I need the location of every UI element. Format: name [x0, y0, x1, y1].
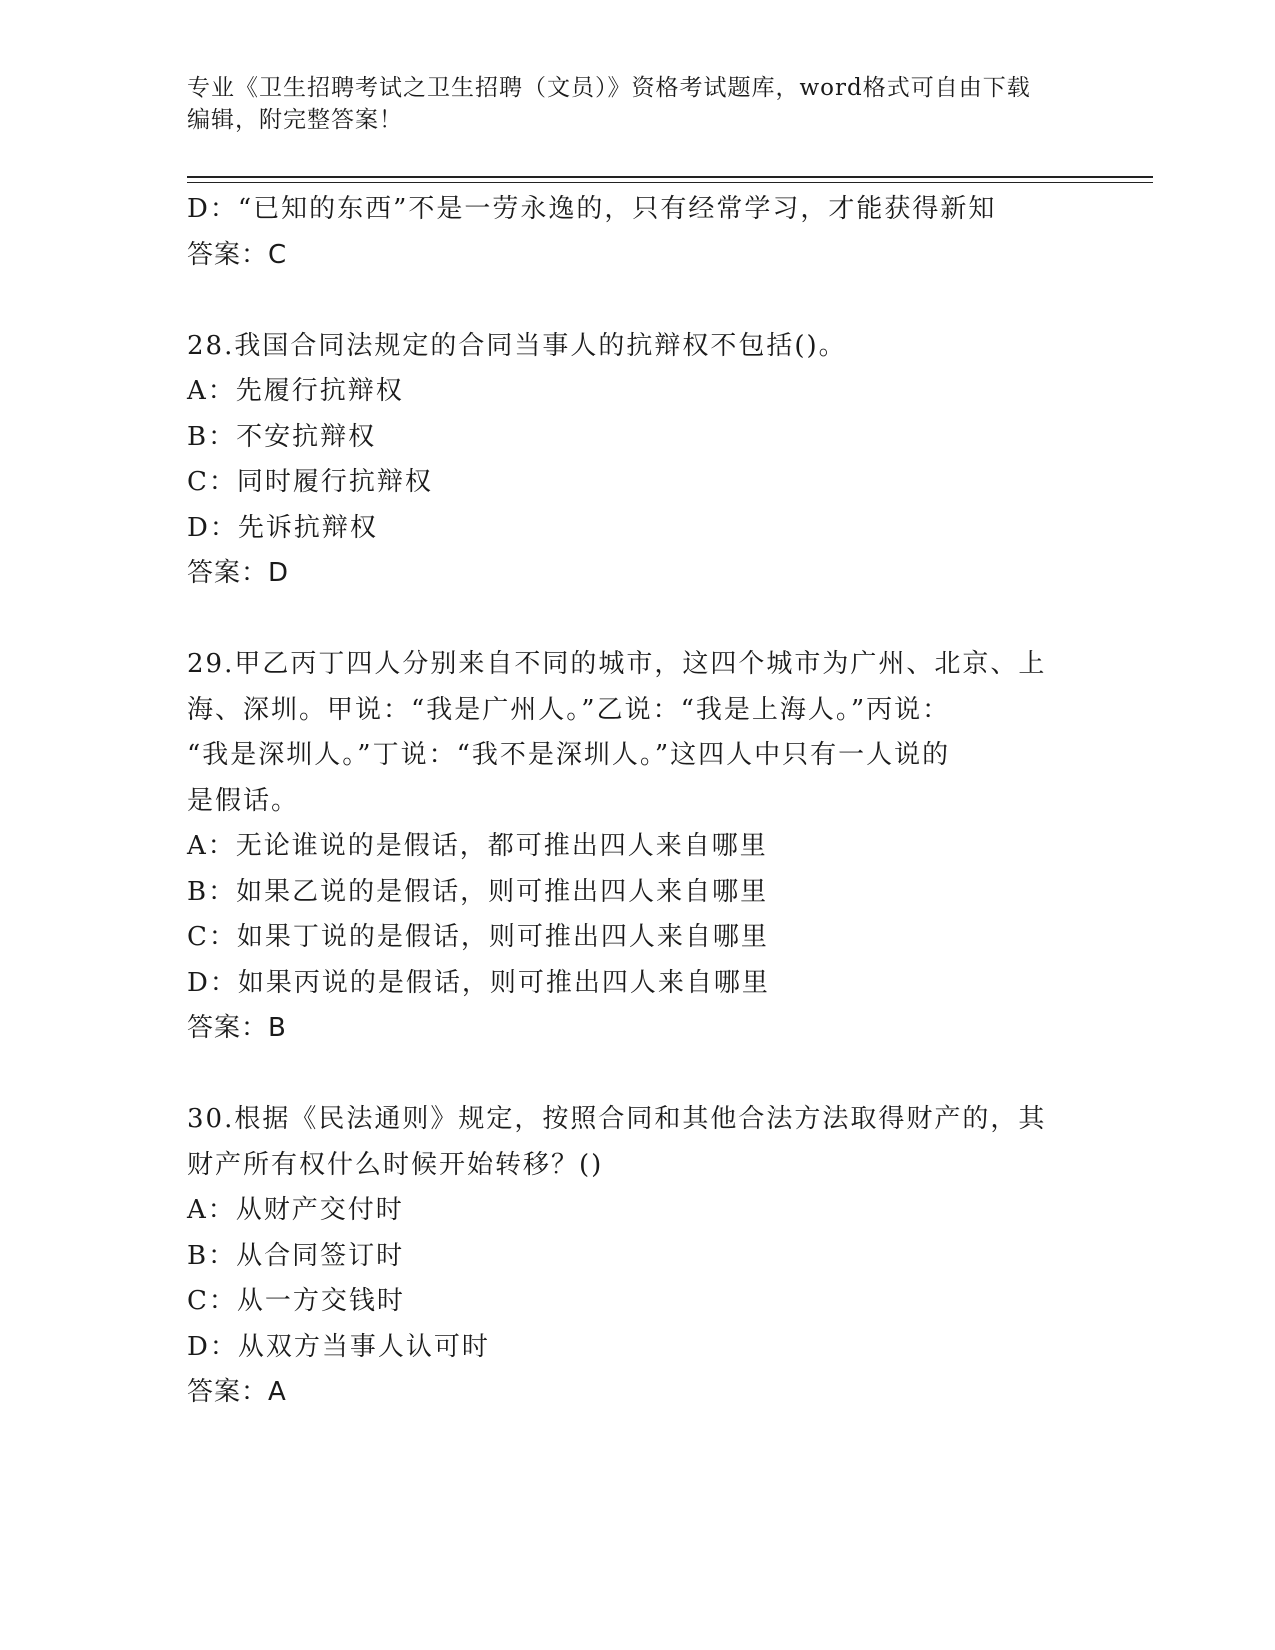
- spacer: [187, 278, 1087, 324]
- header-rule-thick: [187, 176, 1153, 178]
- option-a: A：从财产交付时: [187, 1195, 404, 1225]
- question-stem-line: 是假话。: [187, 785, 300, 816]
- spacer: [187, 1052, 1087, 1098]
- option-b: B：从合同签订时: [187, 1240, 405, 1271]
- option-a: A：无论谁说的是假话，都可推出四人来自哪里: [187, 831, 768, 861]
- option-c: C：同时履行抗辩权: [187, 467, 433, 497]
- header-line-1: 专业《卫生招聘考试之卫生招聘（文员）》资格考试题库，word格式可自由下载: [187, 75, 1031, 101]
- header-line-2: 编辑，附完整答案！: [187, 107, 403, 133]
- question-stem-line: 30.根据《民法通则》规定，按照合同和其他合法方法取得财产的，其: [187, 1104, 1047, 1134]
- answer: 答案：B: [187, 1013, 287, 1043]
- option-b: B：不安抗辩权: [187, 421, 377, 452]
- option-b: B：如果乙说的是假话，则可推出四人来自哪里: [187, 876, 769, 907]
- question-28: [187, 324, 1087, 597]
- question-stem-line: 财产所有权什么时候开始转移？(): [187, 1149, 604, 1180]
- question-content: [187, 187, 1087, 1416]
- option-d: D：如果丙说的是假话，则可推出四人来自哪里: [187, 967, 770, 998]
- prev-option-d: D：“已知的东西”不是一劳永逸的，只有经常学习，才能获得新知: [187, 194, 997, 224]
- answer: 答案：A: [187, 1377, 287, 1407]
- option-a: A：先履行抗辩权: [187, 376, 404, 406]
- question-30: [187, 1097, 1087, 1416]
- answer: 答案：D: [187, 558, 290, 588]
- spacer: [187, 597, 1087, 643]
- question-stem-line: 29.甲乙丙丁四人分别来自不同的城市，这四个城市为广州、北京、上: [187, 649, 1047, 679]
- prev-answer: 答案：C: [187, 239, 288, 270]
- option-d: D：从双方当事人认可时: [187, 1331, 490, 1362]
- header-rule-thin: [187, 182, 1153, 183]
- question-29: [187, 642, 1087, 1052]
- option-c: C：如果丁说的是假话，则可推出四人来自哪里: [187, 922, 769, 952]
- question-stem-line: 海、深圳。甲说：“我是广州人。”乙说：“我是上海人。”丙说：: [187, 694, 951, 725]
- option-c: C：从一方交钱时: [187, 1286, 405, 1316]
- question-stem-line: “我是深圳人。”丁说：“我不是深圳人。”这四人中只有一人说的: [187, 740, 951, 770]
- question-stem: 28.我国合同法规定的合同当事人的抗辩权不包括()。: [187, 330, 847, 361]
- option-d: D：先诉抗辩权: [187, 512, 378, 543]
- page-header: [187, 72, 1087, 136]
